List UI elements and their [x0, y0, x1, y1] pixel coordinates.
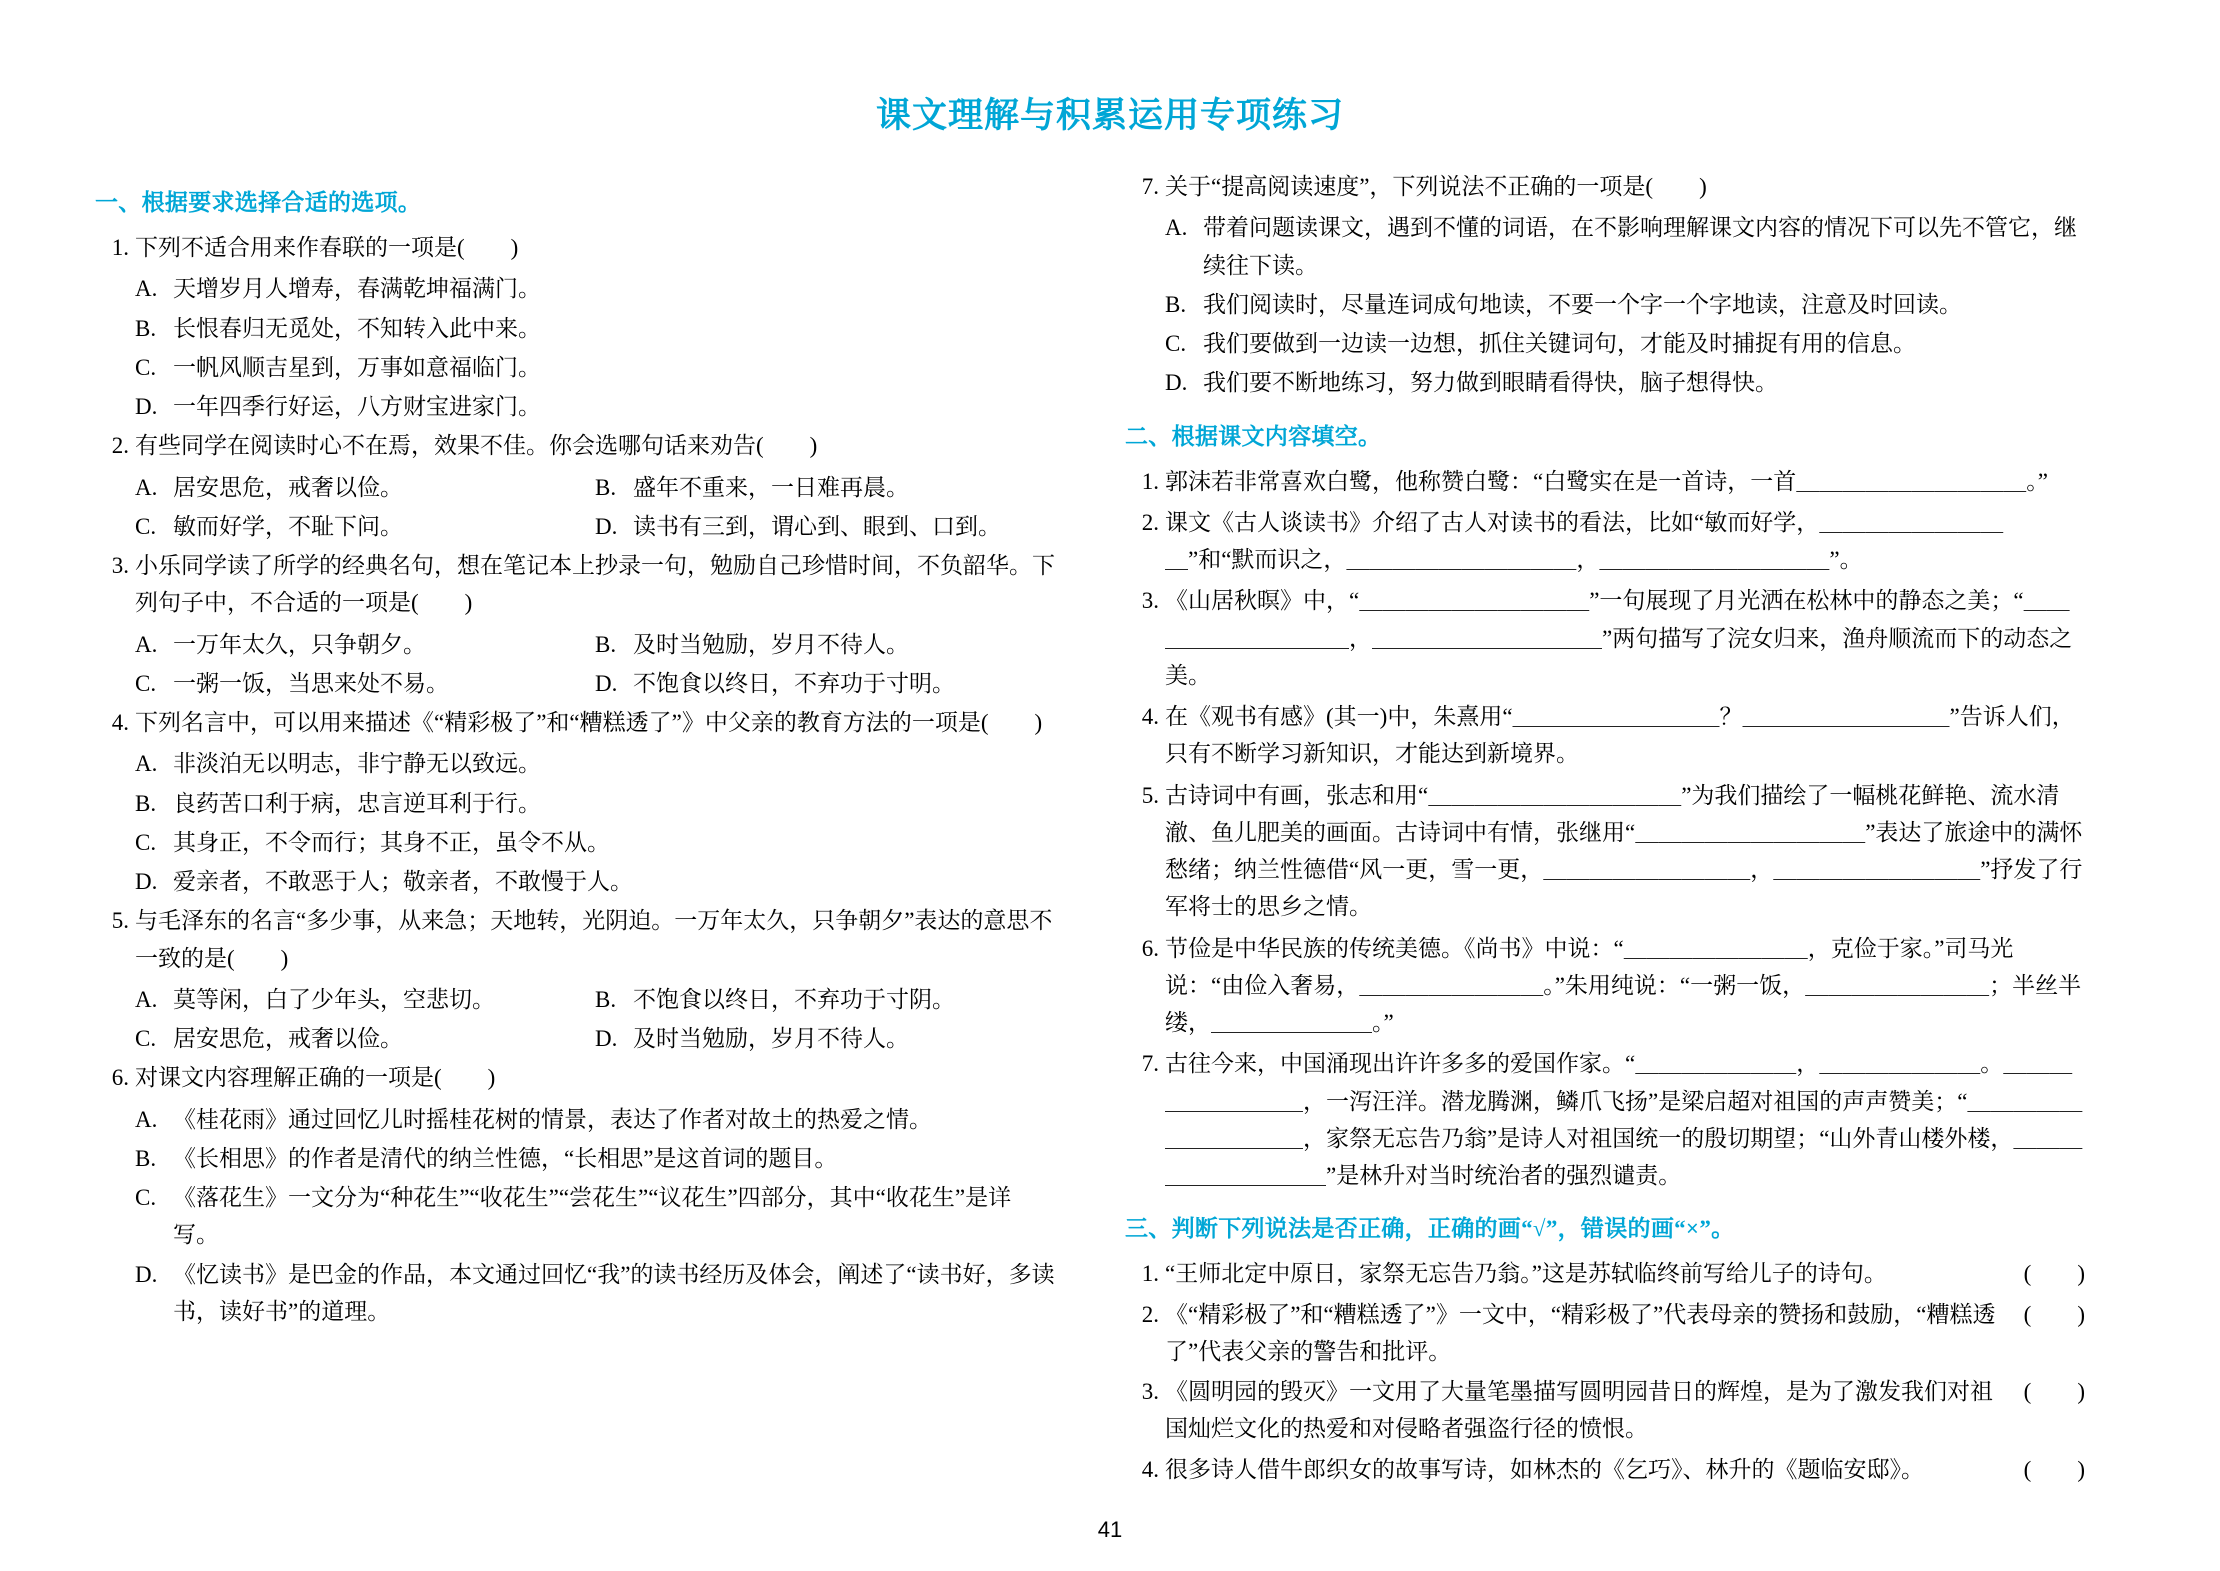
question-number: 3. [1141, 588, 1159, 614]
option-text: 其身正，不令而行；其身不正，虽令不从。 [173, 829, 610, 855]
question-number: 4. [1141, 1456, 1159, 1482]
option-label: B. [595, 474, 617, 500]
question-number: 7. [1141, 174, 1159, 199]
option-text: 一万年太久，只争朝夕。 [173, 631, 426, 657]
true-false-item [1125, 1373, 2085, 1448]
page-number: 41 [1097, 1517, 1123, 1542]
option-item[interactable] [595, 508, 1055, 545]
option-item[interactable] [95, 824, 1055, 861]
right-column [1125, 168, 2085, 1491]
option-item[interactable] [595, 665, 1055, 702]
option-item[interactable] [595, 981, 1055, 1018]
option-text: 不饱食以终日，不弃功于寸明。 [633, 670, 955, 696]
fill-question-text[interactable]: 课文《古人谈读书》介绍了古人对读书的看法，比如“敏而好学，＿＿＿＿＿＿＿＿＿”和“默而识之，＿＿＿＿＿＿＿＿＿＿，＿＿＿＿＿＿＿＿＿＿”。 [1165, 509, 2004, 572]
question-item [95, 704, 1055, 741]
option-label: C. [135, 1185, 157, 1210]
option-label: A. [135, 751, 158, 777]
option-label: A. [135, 986, 158, 1012]
section-heading-three: 三、判断下列说法是否正确，正确的画“√”，错误的画“×”。 [1125, 1216, 1735, 1242]
option-text: 爱亲者，不敢恶于人；敬亲者，不敢慢于人。 [173, 869, 633, 894]
option-label: A. [135, 474, 158, 500]
question-number: 1. [111, 235, 129, 260]
option-item[interactable] [95, 863, 1055, 900]
option-row [95, 508, 1055, 545]
question-number: 7. [1141, 1051, 1159, 1077]
option-item[interactable] [595, 1020, 1055, 1057]
true-false-text: 很多诗人借牛郎织女的故事写诗，如林杰的《乞巧》、林升的《题临安邸》。 [1165, 1456, 1924, 1482]
option-item[interactable] [135, 665, 595, 702]
option-label: D. [135, 394, 158, 419]
fill-question-text[interactable]: 在《观书有感》(其一)中，朱熹用“＿＿＿＿＿＿＿＿＿？＿＿＿＿＿＿＿＿＿”告诉人们，只有不断学习新知识，才能达到新境界。 [1165, 704, 2075, 767]
option-item[interactable] [1125, 209, 2085, 284]
two-column-layout [95, 168, 2125, 1491]
answer-bracket[interactable]: ( ) [2023, 1379, 2085, 1404]
option-label: D. [135, 1261, 158, 1287]
question-number: 4. [111, 710, 129, 735]
option-text: 带着问题读课文，遇到不懂的词语，在不影响理解课文内容的情况下可以先不管它，继续往下读。 [1203, 215, 2077, 278]
option-text: 《落花生》一文分为“种花生”“收花生”“尝花生”“议花生”四部分，其中“收花生”是详写。 [173, 1185, 1012, 1248]
question-item [95, 1059, 1055, 1096]
question-item [95, 547, 1055, 622]
fill-question-item [1125, 698, 2085, 773]
option-text: 我们要不断地练习，努力做到眼睛看得快，脑子想得快。 [1203, 370, 1778, 396]
answer-bracket[interactable]: ( ) [2023, 1456, 2085, 1482]
option-label: C. [1165, 331, 1187, 356]
option-text: 《忆读书》是巴金的作品，本文通过回忆“我”的读书经历及体会，阐述了“读书好，多读书，读好书”的道理。 [173, 1261, 1055, 1324]
option-label: A. [135, 631, 158, 657]
option-item[interactable] [135, 981, 595, 1018]
option-item[interactable] [95, 310, 1055, 347]
question-number: 1. [1141, 1261, 1159, 1287]
question-number: 5. [111, 908, 129, 934]
option-text: 敏而好学，不耻下问。 [173, 513, 403, 539]
question-stem: 下列不适合用来作春联的一项是( ) [135, 235, 519, 260]
option-text: 一粥一饭，当思来处不易。 [173, 670, 449, 696]
option-item[interactable] [95, 785, 1055, 822]
option-item[interactable] [95, 388, 1055, 425]
option-label: A. [135, 1106, 158, 1132]
option-text: 莫等闲，白了少年头，空悲切。 [173, 986, 495, 1012]
question-stem: 对课文内容理解正确的一项是( ) [135, 1065, 496, 1091]
question-item [1125, 168, 2085, 205]
option-item[interactable] [95, 1101, 1055, 1138]
option-row [95, 665, 1055, 702]
option-label: D. [135, 869, 158, 894]
left-column [95, 168, 1055, 1491]
option-text: 居安思危，戒奢以俭。 [173, 1026, 403, 1051]
true-false-item [1125, 1255, 2085, 1292]
question-item [95, 229, 1055, 266]
option-text: 一帆风顺吉星到，万事如意福临门。 [173, 354, 541, 380]
option-text: 《桂花雨》通过回忆儿时摇桂花树的情景，表达了作者对故土的热爱之情。 [173, 1106, 932, 1132]
option-item[interactable] [595, 469, 1055, 506]
option-item[interactable] [595, 626, 1055, 663]
option-label: D. [1165, 370, 1188, 396]
option-text: 居安思危，戒奢以俭。 [173, 474, 403, 500]
option-item[interactable] [95, 1256, 1055, 1331]
option-item[interactable] [95, 349, 1055, 386]
option-text: 非淡泊无以明志，非宁静无以致远。 [173, 751, 541, 777]
option-label: C. [135, 670, 157, 696]
question-stem: 小乐同学读了所学的经典名句，想在笔记本上抄录一句，勉励自己珍惜时间，不负韶华。下列句子中，不合适的一项是( ) [135, 553, 1055, 616]
question-number: 2. [111, 433, 129, 459]
fill-question-item [1125, 777, 2085, 926]
section-heading-two: 二、根据课文内容填空。 [1125, 423, 1382, 449]
answer-bracket[interactable]: ( ) [2023, 1261, 2085, 1287]
question-stem: 有些同学在阅读时心不在焉，效果不佳。你会选哪句话来劝告( ) [135, 433, 818, 459]
section-heading-one: 一、根据要求选择合适的选项。 [95, 190, 422, 215]
option-text: 我们要做到一边读一边想，抓住关键词句，才能及时捕捉有用的信息。 [1203, 331, 1916, 356]
true-false-item [1125, 1296, 2085, 1371]
true-false-text: “王师北定中原日，家祭无忘告乃翁。”这是苏轼临终前写给儿子的诗句。 [1165, 1261, 1887, 1287]
fill-question-text[interactable]: 郭沫若非常喜欢白鹭，他称赞白鹭：“白鹭实在是一首诗，一首＿＿＿＿＿＿＿＿＿＿。” [1165, 468, 2048, 494]
option-item[interactable] [95, 270, 1055, 307]
question-number: 2. [1141, 1301, 1159, 1327]
true-false-text: 《“精彩极了”和“糟糕透了”》一文中，“精彩极了”代表母亲的赞扬和鼓励，“糟糕透了”代表父亲的警告和批评。 [1165, 1301, 1996, 1364]
option-item[interactable] [1125, 286, 2085, 323]
fill-question-text[interactable]: 《山居秋暝》中，“＿＿＿＿＿＿＿＿＿＿”一句展现了月光洒在松林中的静态之美；“＿＿＿＿＿＿＿＿＿＿，＿＿＿＿＿＿＿＿＿＿”两句描写了浣女归来，渔舟顺流而下的动态之美。 [1165, 588, 2073, 688]
option-label: B. [1165, 291, 1187, 317]
fill-question-item [1125, 504, 2085, 579]
option-item[interactable] [135, 469, 595, 506]
question-number: 4. [1141, 704, 1159, 729]
option-item[interactable] [1125, 325, 2085, 362]
option-row [95, 469, 1055, 506]
option-item[interactable] [95, 745, 1055, 782]
option-text: 天增岁月人增寿，春满乾坤福满门。 [173, 276, 541, 302]
fill-question-text[interactable]: 古诗词中有画，张志和用“＿＿＿＿＿＿＿＿＿＿＿”为我们描绘了一幅桃花鲜艳、流水清澈、鱼儿肥美的画面。古诗词中有情，张继用“＿＿＿＿＿＿＿＿＿＿”表达了旅途中的满怀愁绪；纳兰性德借“风一更，雪一更，＿＿＿＿＿＿＿＿＿，＿＿＿＿＿＿＿＿＿”抒发了行军将士的思乡之情。 [1165, 782, 2083, 920]
question-stem: 与毛泽东的名言“多少事，从来急；天地转，光阴迫。一万年太久，只争朝夕”表达的意思不一致的是( ) [135, 908, 1053, 971]
option-item[interactable] [1125, 364, 2085, 401]
question-stem: 下列名言中，可以用来描述《“精彩极了”和“糟糕透了”》中父亲的教育方法的一项是( ) [135, 710, 1043, 735]
true-false-text: 《圆明园的毁灭》一文用了大量笔墨描写圆明园昔日的辉煌，是为了激发我们对祖国灿烂文化的热爱和对侵略者强盗行径的愤恨。 [1165, 1379, 1993, 1442]
option-text: 良药苦口利于病，忠言逆耳利于行。 [173, 790, 541, 816]
option-label: C. [135, 513, 157, 539]
question-item [95, 902, 1055, 977]
question-number: 6. [1141, 935, 1159, 961]
option-item[interactable] [135, 1020, 595, 1057]
fill-question-item [1125, 930, 2085, 1042]
option-label: B. [135, 790, 157, 816]
fill-question-item [1125, 463, 2085, 500]
option-item[interactable] [135, 626, 595, 663]
option-label: C. [135, 829, 157, 855]
option-label: B. [595, 631, 617, 657]
option-item[interactable] [95, 1140, 1055, 1177]
option-text: 读书有三到，谓心到、眼到、口到。 [633, 513, 1001, 539]
question-number: 1. [1141, 468, 1159, 494]
option-label: C. [135, 1026, 157, 1051]
option-label: A. [135, 276, 158, 302]
fill-question-text[interactable]: 节俭是中华民族的传统美德。《尚书》中说：“＿＿＿＿＿＿＿＿，克俭于家。”司马光说：“由俭入奢易，＿＿＿＿＿＿＿＿。”朱用纯说：“一粥一饭，＿＿＿＿＿＿＿＿；半丝半缕，＿＿＿＿＿＿＿。” [1165, 935, 2082, 1035]
option-text: 及时当勉励，岁月不待人。 [633, 631, 909, 657]
question-number: 3. [111, 553, 129, 578]
option-text: 及时当勉励，岁月不待人。 [633, 1026, 909, 1051]
question-stem: 关于“提高阅读速度”，下列说法不正确的一项是( ) [1165, 174, 1707, 199]
option-text: 盛年不重来，一日难再晨。 [633, 474, 909, 500]
option-row [95, 1020, 1055, 1057]
option-text: 长恨春归无觅处，不知转入此中来。 [173, 315, 541, 341]
option-text: 《长相思》的作者是清代的纳兰性德，“长相思”是这首词的题目。 [173, 1145, 838, 1171]
question-number: 5. [1141, 782, 1159, 808]
question-number: 6. [111, 1065, 129, 1091]
true-false-item [1125, 1451, 2085, 1488]
option-label: D. [595, 670, 618, 696]
option-label: D. [595, 1026, 618, 1051]
option-row [95, 981, 1055, 1018]
option-label: C. [135, 354, 157, 380]
question-number: 3. [1141, 1379, 1159, 1404]
option-label: B. [135, 315, 157, 341]
option-label: D. [595, 513, 618, 539]
fill-question-item [1125, 582, 2085, 694]
page-title: 课文理解与积累运用专项练习 [875, 96, 1344, 135]
option-item[interactable] [135, 508, 595, 545]
question-item [95, 427, 1055, 464]
option-item[interactable] [95, 1179, 1055, 1254]
option-label: B. [135, 1145, 157, 1171]
answer-bracket[interactable]: ( ) [2023, 1301, 2085, 1327]
option-label: B. [595, 986, 617, 1012]
option-label: A. [1165, 215, 1188, 241]
fill-question-item [1125, 1045, 2085, 1194]
question-number: 2. [1141, 509, 1159, 535]
option-text: 一年四季行好运，八方财宝进家门。 [173, 394, 541, 419]
option-text: 不饱食以终日，不弃功于寸阴。 [633, 986, 955, 1012]
fill-question-text[interactable]: 古往今来，中国涌现出许许多多的爱国作家。“＿＿＿＿＿＿＿，＿＿＿＿＿＿＿。＿＿＿＿＿＿＿＿＿，一泻汪洋。潜龙腾渊，鳞爪飞扬”是梁启超对祖国的声声赞美；“＿＿＿＿＿＿＿＿＿＿＿，家祭无忘告乃翁”是诗人对祖国统一的殷切期望；“山外青山楼外楼，＿＿＿＿＿＿＿＿＿＿”是林升对当时统治者的强烈谴责。 [1165, 1051, 2083, 1188]
option-row [95, 626, 1055, 663]
option-text: 我们阅读时，尽量连词成句地读，不要一个字一个字地读，注意及时回读。 [1203, 291, 1962, 317]
